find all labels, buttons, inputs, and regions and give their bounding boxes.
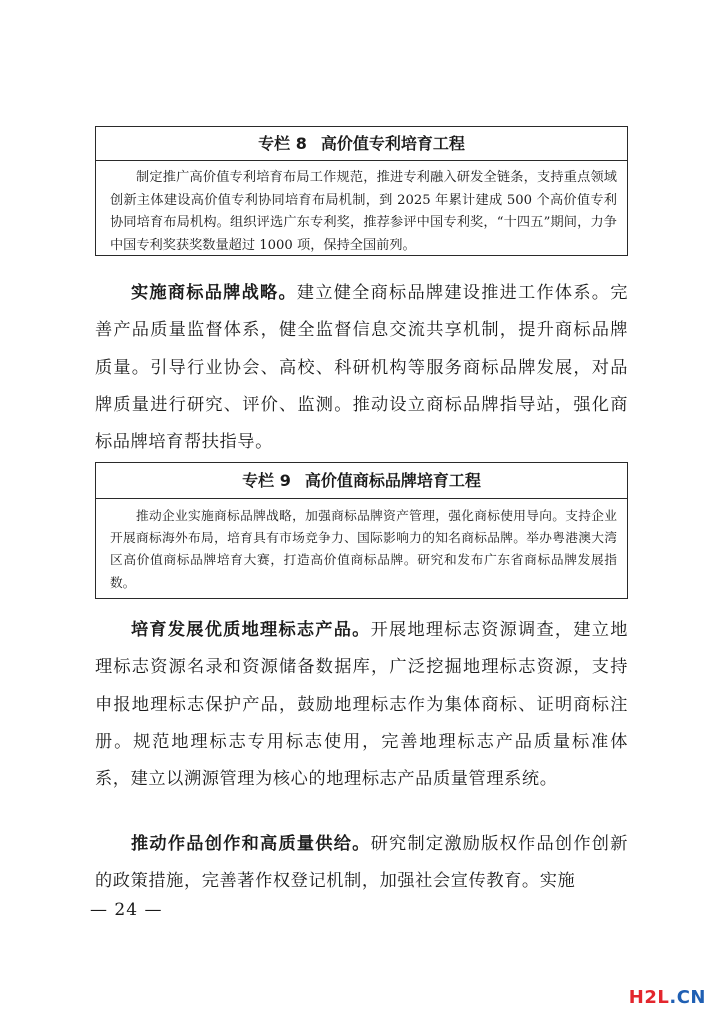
- paragraph-works-creation: [95, 826, 628, 901]
- column-box-8: [95, 126, 628, 256]
- column-number: 专栏 9: [242, 471, 291, 490]
- paragraph-lead: 实施商标品牌战略。: [131, 283, 297, 303]
- paragraph-text: 研究制定激励版权作品创作创新的政策措施，完善著作权登记机制，加强社会宣传教育。实施: [95, 834, 628, 892]
- column-box-8-title: [96, 127, 627, 161]
- paragraph-text: 开展地理标志资源调查，建立地理标志资源名录和资源储备数据库，广泛挖掘地理标志资源，支持申报地理标志保护产品，鼓励地理标志作为集体商标、证明商标注册。规范地理标志专用标志使用，完善地理标志产品质量标准体系，建立以溯源管理为核心的地理标志产品质量管理系统。: [95, 620, 628, 790]
- column-title: 高价值商标品牌培育工程: [304, 471, 481, 490]
- page-number: — 24 —: [90, 900, 163, 920]
- paragraph-lead: 推动作品创作和高质量供给。: [131, 834, 371, 854]
- column-box-9-title: [96, 463, 627, 499]
- site-watermark-logo: H2L.CN: [628, 987, 706, 1008]
- column-box-9: [95, 462, 628, 599]
- paragraph-trademark-strategy: [95, 275, 628, 461]
- column-box-8-body: 制定推广高价值专利培育布局工作规范，推进专利融入研发全链条，支持重点领域创新主体建设高价值专利协同培育布局机制，到 2025 年累计建成 500 个高价值专利协同培育布局机构。组织评选广东专利奖，推荐参评中国专利奖，“十四五”期间，力争中国专利奖获奖数量超过 1000 项，保持全国前列。: [110, 170, 617, 253]
- column-number: 专栏 8: [258, 134, 307, 153]
- paragraph-geographical-indication: [95, 612, 628, 798]
- column-title: 高价值专利培育工程: [320, 134, 465, 153]
- paragraph-text: 建立健全商标品牌建设推进工作体系。完善产品质量监督体系，健全监督信息交流共享机制，提升商标品牌质量。引导行业协会、高校、科研机构等服务商标品牌发展，对品牌质量进行研究、评价、监测。推动设立商标品牌指导站，强化商标品牌培育帮扶指导。: [95, 283, 628, 453]
- column-box-9-body: 推动企业实施商标品牌战略，加强商标品牌资产管理，强化商标使用导向。支持企业开展商标海外布局，培育具有市场竞争力、国际影响力的知名商标品牌。举办粤港澳大湾区高价值商标品牌培育大赛，打造高价值商标品牌。研究和发布广东省商标品牌发展指数。: [110, 508, 617, 590]
- paragraph-lead: 培育发展优质地理标志产品。: [131, 620, 371, 640]
